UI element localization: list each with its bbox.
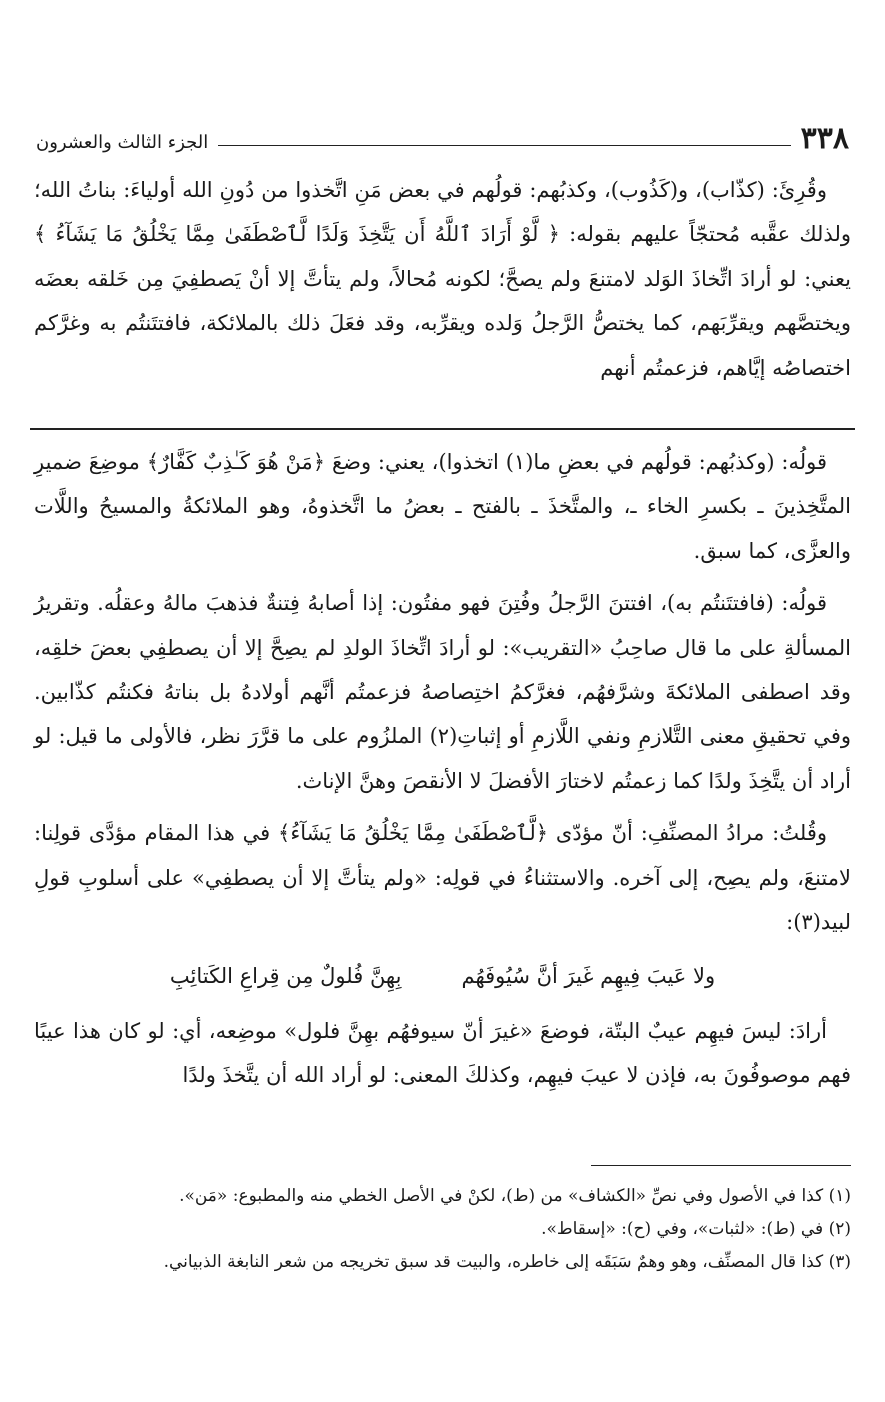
header-rule (218, 145, 790, 146)
footnote: (١) كذا في الأصول وفي نصِّ «الكشاف» من (ط)، لكنْ في الأصل الخطي منه والمطبوع: «مَن». (179, 1186, 851, 1206)
verse-hemistich-left: بِهِنَّ فُلولٌ مِن قِراعِ الكَتائِبِ (169, 964, 402, 989)
footnote: (٢) في (ط): «لثبات»، وفي (ح): «إسقاط». (541, 1219, 851, 1239)
commentary-paragraph: وقُلتُ: مرادُ المصنِّفِ: أنّ مؤدّى ﴿لَّٱصْطَفَىٰ مِمَّا يَخْلُقُ مَا يَشَآءُ﴾ في هذا المقام مؤدَّى قولِنا: لامتنعَ، ولم يصِح، إلى آخره. والاستثناءُ في قولِه: «ولم يتأتَّ إلا أن يصطفِي» على أسلوبِ قولِ لبيد(٣): (34, 821, 851, 935)
footnote: (٣) كذا قال المصنِّف، وهو وهمٌ سَبَقَه إلى خاطره، والبيت قد سبق تخريجه من شعر النابغة الذبياني. (163, 1252, 851, 1272)
running-title: الجزء الثالث والعشرون (36, 132, 209, 153)
commentary (34, 440, 851, 1106)
commentary-paragraph: قولُه: (فافتتَنتُم به)، افتتنَ الرَّجلُ وفُتِنَ فهو مفتُون: إذا أصابهُ فِتنةٌ فذهبَ مالهُ وعقلُه. وتقريرُ المسألةِ على ما قال صاحِبُ «التقريب»: لو أرادَ اتِّخاذَ الولدِ لم يصِحَّ إلا أن يصطفِي بعضَ خلقِه، وقد اصطفى الملائكةَ وشرَّفهُم، فغرَّكمُ اختِصاصهُ فزعمتُم أنَّهم أولادهُ بل بناتهُ فكنتُم كذّابين. وفي تحقيقِ معنى التَّلازمِ ونفي اللَّازمِ أو إثباتِ(٢) الملزُوم على ما قرَّرَ نظر، فالأولى ما قيل: لو أراد أن يتَّخِذَ ولدًا كما زعمتُم لاختارَ الأفضلَ لا الأنقصَ وهنَّ الإناث. (34, 591, 851, 793)
footnotes (34, 1180, 851, 1279)
page-header (36, 110, 849, 154)
verse-hemistich-right: ولا عَيبَ فِيهِم غَيرَ أنَّ سُيُوفَهُم (461, 964, 716, 989)
commentary-paragraph: أرادَ: ليسَ فيهِم عيبٌ البتّة، فوضعَ «غيرَ أنّ سيوفهُم بهِنَّ فلول» موضِعه، أي: لو كان هذا عيبًا فهم موصوفُونَ به، فإذن لا عيبَ فيهِم، وكذلكَ المعنى: لو أراد الله أن يتَّخذَ ولدًا (34, 1018, 851, 1088)
commentary-paragraph: قولُه: (وكذبُهم: قولُهم في بعضِ ما(١) اتخذوا)، يعني: وضعَ ﴿مَنْ هُوَ كَـٰذِبٌ كَفَّارٌ﴾ موضِعَ ضميرِ المتَّخِذينَ ـ بكسرِ الخاء ـ، والمتَّخذَ ـ بالفتح ـ بعضُ ما اتَّخذوهُ، وهو الملائكةُ والمسيحُ واللَّات والعزَّى، كما سبق. (34, 450, 851, 563)
main-paragraph: وقُرِئَ: (كذّاب)، و(كَذُوب)، وكذبُهم: قولُهم في بعض مَنِ اتَّخذوا من دُونِ الله أولياءَ: بناتُ الله؛ ولذلك عقَّبه مُحتجّاً عليهم بقوله: ﴿ لَّوْ أَرَادَ ٱللَّهُ أَن يَتَّخِذَ وَلَدًا لَّٱصْطَفَىٰ مِمَّا يَخْلُقُ مَا يَشَآءُ ﴾ يعني: لو أرادَ اتِّخاذَ الوَلد لامتنعَ ولم يصحَّ؛ لكونه مُحالاً، ولم يتأتَّ إلا أنْ يَصطفِيَ مِن خَلقه بعضَه ويختصَّهم ويقرِّبَهم، كما يختصُّ الرَّجلُ وَلده ويقرِّبه، وقد فعَلَ ذلك بالملائكة، فافتتَنتُم به وغرَّكم اختصاصُه إيَّاهم، فزعمتُم أنهم (34, 178, 851, 380)
poetry-verse (34, 954, 851, 998)
section-divider (30, 428, 855, 430)
page-number: ٣٣٨ (800, 121, 849, 156)
footnote-rule (591, 1165, 851, 1166)
main-text (34, 168, 851, 390)
